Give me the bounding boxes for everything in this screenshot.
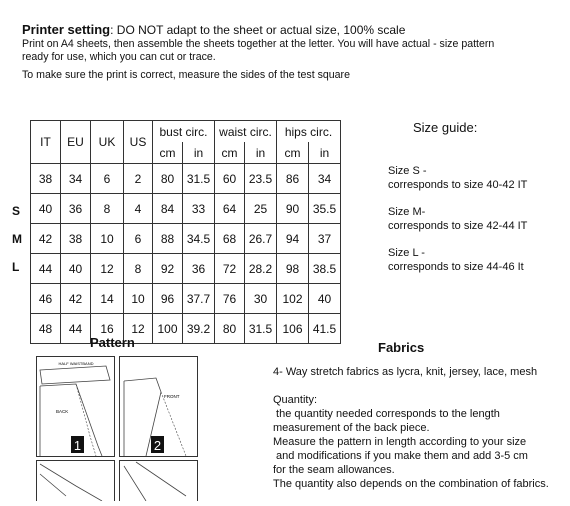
cell: 12 [124,314,153,344]
cell: 64 [215,194,245,224]
cell: 102 [277,284,309,314]
cell: 88 [153,224,183,254]
cell: 35.5 [309,194,341,224]
cell: 8 [124,254,153,284]
cell: 60 [215,164,245,194]
cell: 80 [153,164,183,194]
size-letter-s: S [12,204,21,218]
cell: 39.2 [183,314,215,344]
cell: 6 [124,224,153,254]
size-guide-desc: corresponds to size 40-42 IT [388,179,528,191]
cell: 40 [61,254,91,284]
size-guide-desc: corresponds to size 44-46 It [388,261,524,273]
fabrics-description: 4- Way stretch fabrics as lycra, knit, jersey, lace, mesh [273,366,538,378]
cell: 30 [245,284,277,314]
header-hips: hips circ. [277,121,341,143]
pattern-preview [36,356,198,501]
cell: 36 [61,194,91,224]
header-bust: bust circ. [153,121,215,143]
unit-in: in [245,142,277,164]
cell: 31.5 [183,164,215,194]
cell: 38.5 [309,254,341,284]
cell: 100 [153,314,183,344]
cell: 37 [309,224,341,254]
header-it: IT [31,121,61,164]
quantity-line: measurement of the back piece. [273,422,430,434]
cell: 28.2 [245,254,277,284]
cell: 48 [31,314,61,344]
cell: 72 [215,254,245,284]
printer-instructions [22,22,562,82]
cell: 90 [277,194,309,224]
printer-setting-text: : DO NOT adapt to the sheet or actual size, 100% scale [110,23,406,37]
printer-setting-title: Printer setting [22,22,111,37]
cell: 80 [215,314,245,344]
cell: 96 [153,284,183,314]
size-guide-s [388,164,527,192]
cell: 10 [91,224,124,254]
sheet-number-1: 1 [73,438,82,453]
cell: 68 [215,224,245,254]
quantity-line: Measure the pattern in length according to your size [273,436,527,448]
fabrics-title: Fabrics [378,340,425,355]
cell: 41.5 [309,314,341,344]
pattern-label-front: FRONT [164,394,180,399]
cell: 38 [61,224,91,254]
quantity-title: Quantity: [273,394,318,406]
header-us: US [124,121,153,164]
pattern-label-waistband: HALF WAISTBAND [58,361,94,366]
unit-cm: cm [277,142,309,164]
cell: 16 [91,314,124,344]
print-instruction: ready for use, which you can cut or trace. [22,51,216,63]
cell: 31.5 [245,314,277,344]
cell: 6 [91,164,124,194]
size-guide-name: Size L - [388,247,425,259]
cell: 8 [91,194,124,224]
cell: 36 [183,254,215,284]
cell: 40 [309,284,341,314]
size-letter-m: M [12,232,22,246]
unit-in: in [309,142,341,164]
cell: 33 [183,194,215,224]
cell: 26.7 [245,224,277,254]
size-guide-title: Size guide: [413,120,478,135]
cell: 12 [91,254,124,284]
unit-in: in [183,142,215,164]
unit-cm: cm [153,142,183,164]
cell: 94 [277,224,309,254]
quantity-line: the quantity needed corresponds to the length [273,408,500,420]
print-instruction: Print on A4 sheets, then assemble the sheets together at the letter. You will have actual - size pattern [22,38,495,50]
cell: 25 [245,194,277,224]
cell: 34.5 [183,224,215,254]
cell: 84 [153,194,183,224]
cell: 46 [31,284,61,314]
cell: 10 [124,284,153,314]
size-guide-m [388,205,527,233]
header-uk: UK [91,121,124,164]
cell: 42 [61,284,91,314]
unit-cm: cm [215,142,245,164]
table-row [31,224,341,254]
pattern-label-back: BACK [56,409,69,414]
table-row [31,314,341,344]
cell: 4 [124,194,153,224]
cell: 106 [277,314,309,344]
cell: 44 [31,254,61,284]
cell: 38 [31,164,61,194]
sheet-number-2: 2 [153,438,162,453]
quantity-line: for the seam allowances. [273,464,395,476]
size-guide-l [388,246,524,274]
test-square-instruction: To make sure the print is correct, measure the sides of the test square [22,69,350,81]
size-guide-name: Size M- [388,206,426,218]
table-row [31,284,341,314]
cell: 34 [61,164,91,194]
size-table [30,120,341,344]
table-row [31,194,341,224]
header-eu: EU [61,121,91,164]
printer-setting-line [22,22,562,38]
cell: 76 [215,284,245,314]
fabrics-text [273,365,570,491]
cell: 14 [91,284,124,314]
table-row [31,164,341,194]
cell: 92 [153,254,183,284]
cell: 86 [277,164,309,194]
size-guide-desc: corresponds to size 42-44 IT [388,220,528,232]
quantity-line: and modifications if you make them and add 3-5 cm [273,450,528,462]
cell: 37.7 [183,284,215,314]
cell: 23.5 [245,164,277,194]
pattern-title: Pattern [90,335,135,350]
size-letter-l: L [12,260,20,274]
header-waist: waist circ. [215,121,277,143]
cell: 34 [309,164,341,194]
cell: 44 [61,314,91,344]
table-row [31,254,341,284]
size-guide-name: Size S - [388,165,427,177]
cell: 42 [31,224,61,254]
cell: 2 [124,164,153,194]
quantity-line: The quantity also depends on the combination of fabrics. [273,478,549,490]
pattern-sheets-image [36,356,198,501]
cell: 98 [277,254,309,284]
cell: 40 [31,194,61,224]
